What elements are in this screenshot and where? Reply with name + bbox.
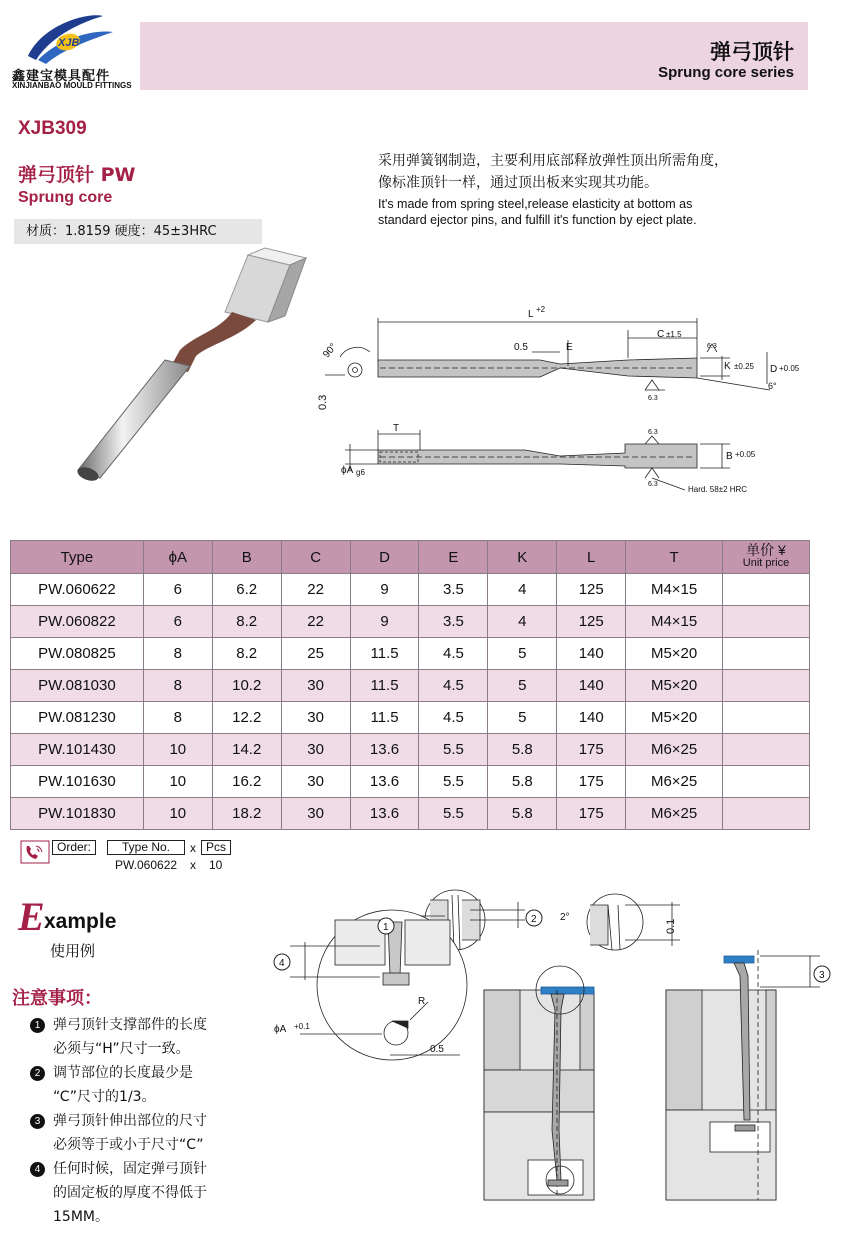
table-cell: 4 xyxy=(488,574,557,606)
table-cell: 4.5 xyxy=(419,702,488,734)
description-en-line: It's made from spring steel,release elasticity at bottom as xyxy=(378,197,693,211)
column-header: B xyxy=(212,541,281,574)
table-cell: PW.101830 xyxy=(11,798,144,830)
column-header: K xyxy=(488,541,557,574)
page-title-cn: 弹弓顶针 xyxy=(710,40,794,64)
table-cell: 30 xyxy=(281,766,350,798)
order-pcs-label: Pcs xyxy=(201,840,231,855)
table-cell: 4.5 xyxy=(419,638,488,670)
table-cell: 140 xyxy=(557,638,626,670)
table-cell: M4×15 xyxy=(626,606,723,638)
logo-mark-text: XJB xyxy=(58,37,80,49)
table-row xyxy=(11,574,810,606)
table-cell: 30 xyxy=(281,670,350,702)
table-cell: PW.080825 xyxy=(11,638,144,670)
table-cell: 8 xyxy=(143,702,212,734)
dim-D-tol: +0.05 xyxy=(779,364,800,373)
table-cell: 5.5 xyxy=(419,766,488,798)
dim-T: T xyxy=(393,423,400,434)
order-times: x xyxy=(190,841,196,855)
column-header-price xyxy=(723,541,810,574)
angle-2: 2° xyxy=(560,912,570,923)
table-cell: 13.6 xyxy=(350,798,419,830)
price-cell xyxy=(723,702,810,734)
table-cell: M5×20 xyxy=(626,638,723,670)
description-cn-line: 像标准顶针一样，通过顶出板来实现其功能。 xyxy=(378,175,658,191)
table-cell: 5 xyxy=(488,702,557,734)
table-cell: 30 xyxy=(281,702,350,734)
note-text: 必须与“H”尺寸一致。 xyxy=(53,1041,190,1057)
column-header: E xyxy=(419,541,488,574)
order-example-times: x xyxy=(190,858,196,872)
order-label: Order: xyxy=(52,840,96,855)
table-cell: 30 xyxy=(281,798,350,830)
page-title-en: Sprung core series xyxy=(658,64,794,81)
table-cell: M6×25 xyxy=(626,798,723,830)
dim-phiA: ϕA xyxy=(341,465,354,476)
table-cell: PW.081030 xyxy=(11,670,144,702)
callout-4: 4 xyxy=(279,958,285,969)
note-number: 1 xyxy=(30,1018,45,1033)
example-drawing xyxy=(0,880,850,1239)
dim-0-1: 0.1 xyxy=(665,918,677,934)
table-row xyxy=(11,670,810,702)
table-cell: 22 xyxy=(281,606,350,638)
table-cell: 6 xyxy=(143,606,212,638)
dim-0-5-hole: 0.5 xyxy=(430,1044,444,1055)
roughness-mark: 6.3 xyxy=(648,429,658,436)
note-text: 必须等于或小于尺寸“C” xyxy=(53,1137,204,1153)
table-row xyxy=(11,734,810,766)
table-cell: 8 xyxy=(143,670,212,702)
table-row xyxy=(11,606,810,638)
note-text: 调节部位的长度最少是 xyxy=(53,1065,193,1081)
dim-L-tol: +2 xyxy=(536,305,546,314)
table-cell: 8.2 xyxy=(212,606,281,638)
column-header: Type xyxy=(11,541,144,574)
brand-name-en: XINJIANBAO MOULD FITTINGS xyxy=(12,81,132,90)
callout-2: 2 xyxy=(531,914,537,925)
table-cell: 13.6 xyxy=(350,734,419,766)
dim-D: D xyxy=(770,364,778,375)
price-cell xyxy=(723,638,810,670)
table-cell: M5×20 xyxy=(626,670,723,702)
dim-0-3: 0.3 xyxy=(317,394,329,410)
material-spec: 材质：1.8159 硬度：45±3HRC xyxy=(14,219,262,244)
notes-title: 注意事项： xyxy=(12,988,102,1009)
spec-table xyxy=(10,540,810,830)
table-cell: 30 xyxy=(281,734,350,766)
product-name-cn: 弹弓顶针 PW xyxy=(18,164,136,186)
dim-phiA-tol: g6 xyxy=(356,468,365,477)
table-cell: 5 xyxy=(488,638,557,670)
table-cell: 16.2 xyxy=(212,766,281,798)
roughness-mark: 6.3 xyxy=(707,343,717,350)
roughness-mark: 6.3 xyxy=(648,395,658,402)
table-cell: 11.5 xyxy=(350,670,419,702)
note-text: 的固定板的厚度不得低于 xyxy=(53,1185,207,1201)
price-cell xyxy=(723,766,810,798)
table-cell: M5×20 xyxy=(626,702,723,734)
dim-K: K xyxy=(724,361,731,372)
price-header-cn: 单价 ¥ xyxy=(746,542,786,558)
table-cell: 22 xyxy=(281,574,350,606)
dim-K-tol: ±0.25 xyxy=(734,362,754,371)
table-cell: 125 xyxy=(557,606,626,638)
table-cell: 10 xyxy=(143,798,212,830)
dim-C-tol: ±1.5 xyxy=(666,330,682,339)
table-cell: 125 xyxy=(557,574,626,606)
dim-B: B xyxy=(726,451,733,462)
note-text: 15MM。 xyxy=(53,1209,109,1225)
table-cell: 5.8 xyxy=(488,766,557,798)
description-en-line: standard ejector pins, and fulfill it's function by eject plate. xyxy=(378,213,697,227)
angle-6: 6° xyxy=(768,381,777,391)
table-cell: 11.5 xyxy=(350,702,419,734)
roughness-mark: 6.3 xyxy=(648,481,658,488)
table-row xyxy=(11,766,810,798)
example-heading-cn: 使用例 xyxy=(50,942,96,960)
column-header: ϕA xyxy=(143,541,212,574)
price-cell xyxy=(723,734,810,766)
column-header: C xyxy=(281,541,350,574)
table-cell: 10.2 xyxy=(212,670,281,702)
table-row xyxy=(11,798,810,830)
note-text: 任何时候，固定弹弓顶针 xyxy=(53,1161,207,1177)
price-header-en: Unit price xyxy=(742,557,790,569)
note-text: “C”尺寸的1/3。 xyxy=(53,1089,156,1105)
dim-phiA-hole: ϕA xyxy=(274,1024,287,1035)
model-number: XJB309 xyxy=(18,118,87,139)
table-cell: 4 xyxy=(488,606,557,638)
dim-R: R xyxy=(418,996,426,1007)
dim-C: C xyxy=(657,329,665,340)
dim-L: L xyxy=(528,309,534,320)
product-name-en: Sprung core xyxy=(18,189,113,206)
price-cell xyxy=(723,574,810,606)
table-cell: PW.101430 xyxy=(11,734,144,766)
column-header: D xyxy=(350,541,419,574)
price-cell xyxy=(723,606,810,638)
table-cell: 8.2 xyxy=(212,638,281,670)
table-cell: M4×15 xyxy=(626,574,723,606)
table-cell: 3.5 xyxy=(419,606,488,638)
table-cell: 4.5 xyxy=(419,670,488,702)
order-type-label: Type No. xyxy=(107,840,185,855)
note-text: 弹弓顶针伸出部位的尺寸 xyxy=(53,1113,207,1129)
column-header: L xyxy=(557,541,626,574)
table-cell: 175 xyxy=(557,766,626,798)
dim-E: E xyxy=(566,342,573,353)
table-cell: M6×25 xyxy=(626,734,723,766)
table-cell: 11.5 xyxy=(350,638,419,670)
note-number: 2 xyxy=(30,1066,45,1081)
callout-3: 3 xyxy=(819,970,825,981)
order-phone-icon xyxy=(20,840,50,864)
table-cell: M6×25 xyxy=(626,766,723,798)
brand-name-cn: 鑫建宝模具配件 xyxy=(12,68,111,83)
table-cell: 140 xyxy=(557,702,626,734)
order-example-type: PW.060622 xyxy=(115,858,178,872)
table-cell: 5.5 xyxy=(419,798,488,830)
table-row xyxy=(11,702,810,734)
description-cn-line: 采用弹簧钢制造，主要利用底部释放弹性顶出所需角度， xyxy=(378,153,728,169)
dim-phiA-hole-tol: +0.1 xyxy=(294,1022,310,1031)
table-row xyxy=(11,638,810,670)
column-header: T xyxy=(626,541,723,574)
table-cell: 175 xyxy=(557,798,626,830)
technical-drawing xyxy=(0,0,850,540)
table-cell: 6.2 xyxy=(212,574,281,606)
table-cell: 9 xyxy=(350,606,419,638)
dim-B-tol: +0.05 xyxy=(735,450,756,459)
table-cell: 3.5 xyxy=(419,574,488,606)
note-number: 4 xyxy=(30,1162,45,1177)
table-cell: 25 xyxy=(281,638,350,670)
table-cell: 175 xyxy=(557,734,626,766)
table-cell: 140 xyxy=(557,670,626,702)
price-cell xyxy=(723,670,810,702)
table-cell: 5 xyxy=(488,670,557,702)
table-body xyxy=(11,574,810,830)
table-cell: 13.6 xyxy=(350,766,419,798)
table-cell: 5.5 xyxy=(419,734,488,766)
table-cell: PW.060622 xyxy=(11,574,144,606)
order-example-qty: 10 xyxy=(209,858,223,872)
table-cell: 6 xyxy=(143,574,212,606)
table-cell: 5.8 xyxy=(488,734,557,766)
table-cell: 10 xyxy=(143,734,212,766)
table-cell: PW.101630 xyxy=(11,766,144,798)
product-photo xyxy=(76,248,306,483)
table-cell: 5.8 xyxy=(488,798,557,830)
hardness-note: Hard. 58±2 HRC xyxy=(688,485,748,494)
table-cell: 18.2 xyxy=(212,798,281,830)
table-header-row xyxy=(11,541,810,574)
table-cell: PW.060822 xyxy=(11,606,144,638)
table-cell: 9 xyxy=(350,574,419,606)
note-text: 弹弓顶针支撑部件的长度 xyxy=(53,1017,207,1033)
table-cell: 10 xyxy=(143,766,212,798)
table-cell: 12.2 xyxy=(212,702,281,734)
example-heading: xample xyxy=(44,910,117,933)
note-number: 3 xyxy=(30,1114,45,1129)
angle-90: 90° xyxy=(321,341,340,361)
callout-1: 1 xyxy=(383,922,389,933)
dim-0-5: 0.5 xyxy=(514,342,528,353)
example-heading-initial: E xyxy=(18,894,45,939)
table-cell: PW.081230 xyxy=(11,702,144,734)
table-cell: 14.2 xyxy=(212,734,281,766)
table-cell: 8 xyxy=(143,638,212,670)
price-cell xyxy=(723,798,810,830)
